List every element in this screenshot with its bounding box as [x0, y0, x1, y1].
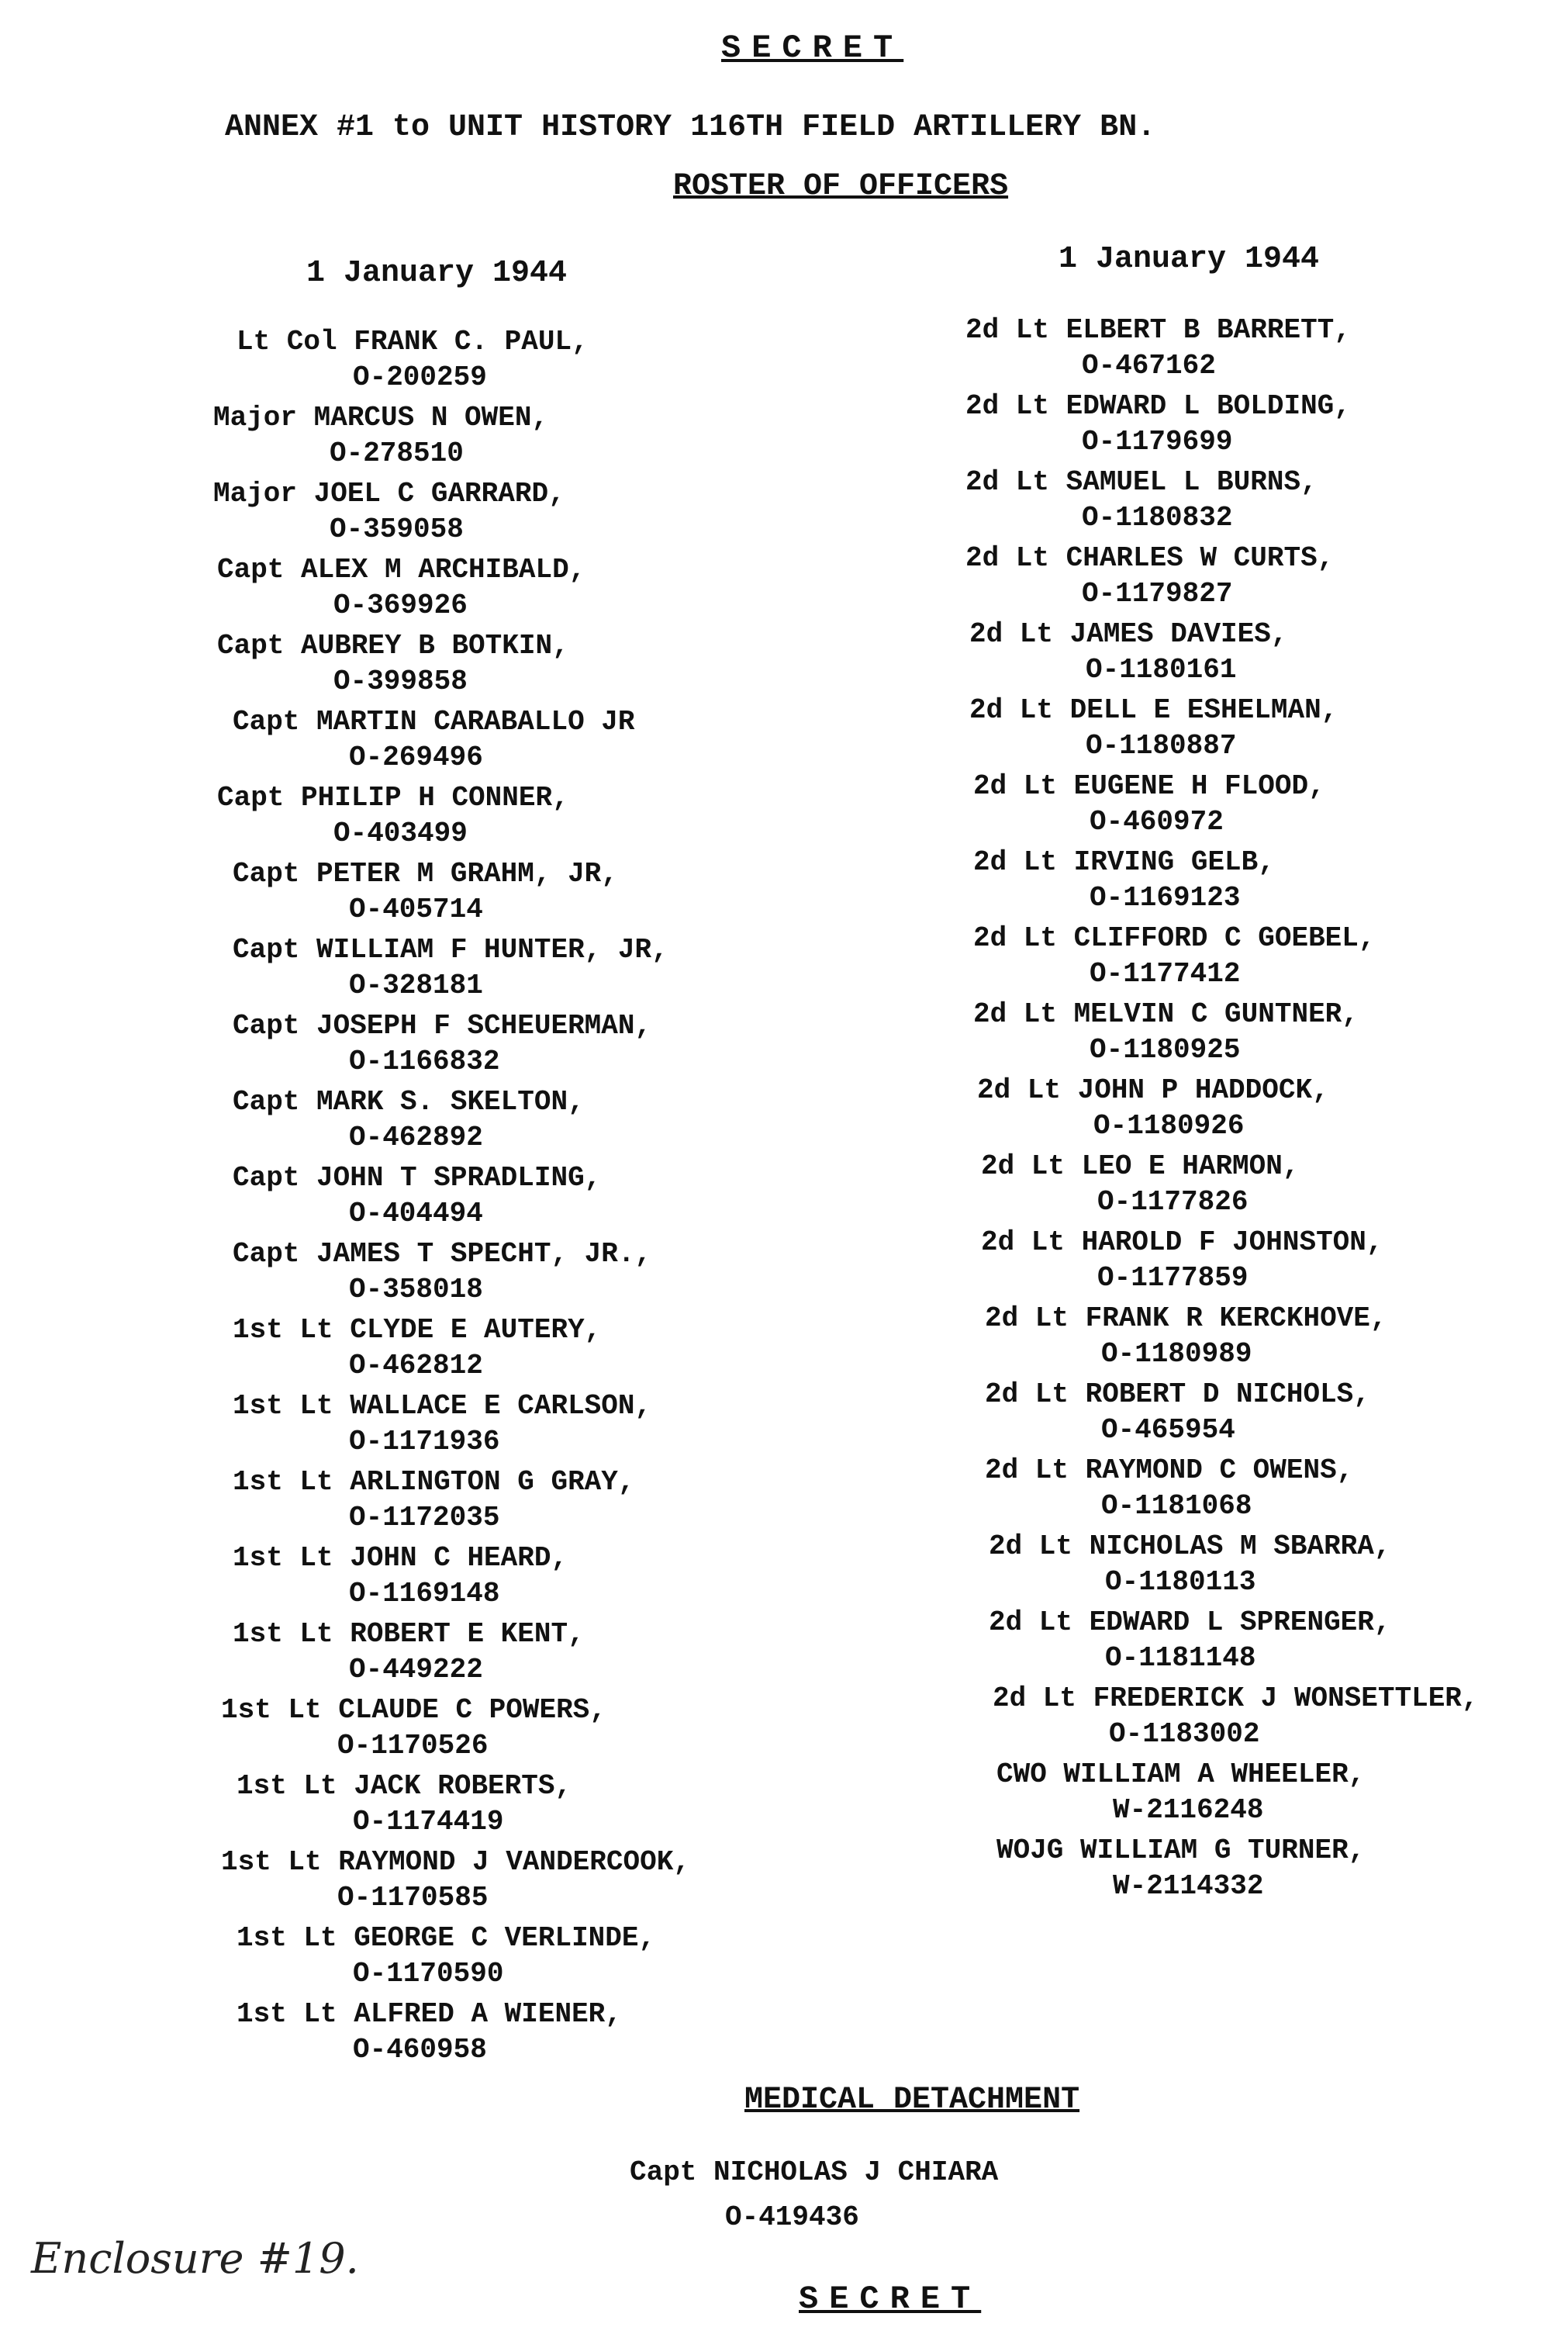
officer-name: 1st Lt ARLINGTON G GRAY,: [233, 1466, 635, 1498]
officer-serial-number: O-1180832: [1082, 502, 1233, 534]
officer-serial-number: O-405714: [349, 894, 483, 925]
right-column-date: 1 January 1944: [1059, 242, 1320, 277]
officer-serial-number: O-460972: [1090, 806, 1224, 838]
officer-name: Capt JOHN T SPRADLING,: [233, 1162, 602, 1194]
officer-name: 1st Lt JOHN C HEARD,: [233, 1542, 568, 1574]
officer-name: 2d Lt EUGENE H FLOOD,: [973, 770, 1325, 802]
officer-serial-number: O-278510: [330, 437, 464, 469]
officer-name: 2d Lt FRANK R KERCKHOVE,: [985, 1302, 1387, 1334]
officer-serial-number: O-359058: [330, 513, 464, 545]
officer-name: 2d Lt CHARLES W CURTS,: [965, 542, 1335, 574]
officer-serial-number: O-1177826: [1097, 1186, 1249, 1218]
officer-serial-number: O-1169123: [1090, 882, 1241, 914]
officer-serial-number: O-1183002: [1109, 1718, 1260, 1750]
officer-serial-number: O-1174419: [353, 1806, 504, 1838]
handwritten-enclosure-note: Enclosure #19.: [31, 2234, 359, 2283]
officer-name: 1st Lt RAYMOND J VANDERCOOK,: [221, 1846, 690, 1878]
officer-name: Capt MARK S. SKELTON,: [233, 1086, 585, 1118]
officer-serial-number: O-1179827: [1082, 578, 1233, 610]
officer-serial-number: O-1177412: [1090, 958, 1241, 990]
officer-name: Capt MARTIN CARABALLO JR: [233, 706, 635, 738]
officer-serial-number: O-1170585: [337, 1882, 489, 1914]
officer-name: 2d Lt JAMES DAVIES,: [969, 618, 1288, 650]
officer-serial-number: W-2114332: [1113, 1870, 1264, 1902]
officer-serial-number: W-2116248: [1113, 1794, 1264, 1826]
officer-serial-number: O-200259: [353, 361, 487, 393]
officer-serial-number: O-1169148: [349, 1578, 500, 1610]
officer-serial-number: O-404494: [349, 1198, 483, 1229]
officer-name: 2d Lt RAYMOND C OWENS,: [985, 1454, 1354, 1486]
officer-name: Capt PHILIP H CONNER,: [217, 782, 569, 814]
officer-name: 1st Lt GEORGE C VERLINDE,: [237, 1922, 656, 1954]
officer-serial-number: O-462812: [349, 1350, 483, 1381]
officer-serial-number: O-1180113: [1105, 1566, 1256, 1598]
officer-serial-number: O-1177859: [1097, 1262, 1249, 1294]
officer-serial-number: O-1166832: [349, 1046, 500, 1077]
document-title: ANNEX #1 to UNIT HISTORY 116TH FIELD ARTILLERY BN.: [225, 110, 1156, 145]
officer-name: 2d Lt EDWARD L SPRENGER,: [989, 1606, 1391, 1638]
officer-name: 2d Lt SAMUEL L BURNS,: [965, 466, 1318, 498]
officer-serial-number: O-462892: [349, 1122, 483, 1153]
officer-serial-number: O-269496: [349, 742, 483, 773]
officer-name: 1st Lt WALLACE E CARLSON,: [233, 1390, 652, 1422]
officer-name: 1st Lt ALFRED A WIENER,: [237, 1998, 622, 2030]
officer-name: 2d Lt LEO E HARMON,: [981, 1150, 1300, 1182]
officer-serial-number: O-1180887: [1086, 730, 1237, 762]
officer-serial-number: O-467162: [1082, 350, 1216, 382]
officer-serial-number: O-1179699: [1082, 426, 1233, 458]
classification-top: SECRET: [721, 29, 904, 67]
officer-serial-number: O-1180989: [1101, 1338, 1252, 1370]
officer-name: 2d Lt ROBERT D NICHOLS,: [985, 1378, 1370, 1410]
officer-name: 1st Lt CLYDE E AUTERY,: [233, 1314, 602, 1346]
officer-serial-number: O-1170590: [353, 1958, 504, 1990]
officer-name: Capt JAMES T SPECHT, JR.,: [233, 1238, 652, 1270]
officer-serial-number: O-1171936: [349, 1426, 500, 1458]
officer-name: Lt Col FRANK C. PAUL,: [237, 326, 589, 358]
officer-name: WOJG WILLIAM G TURNER,: [996, 1834, 1366, 1866]
medical-officer-serial: O-419436: [725, 2201, 859, 2233]
medical-detachment-heading: MEDICAL DETACHMENT: [744, 2083, 1080, 2118]
officer-serial-number: O-460958: [353, 2034, 487, 2066]
officer-name: 2d Lt NICHOLAS M SBARRA,: [989, 1530, 1391, 1562]
officer-name: 1st Lt JACK ROBERTS,: [237, 1770, 572, 1802]
officer-serial-number: O-358018: [349, 1274, 483, 1305]
officer-name: 2d Lt CLIFFORD C GOEBEL,: [973, 922, 1376, 954]
officer-name: Capt AUBREY B BOTKIN,: [217, 630, 569, 662]
officer-serial-number: O-1180925: [1090, 1034, 1241, 1066]
officer-name: Major JOEL C GARRARD,: [213, 478, 565, 510]
officer-name: 2d Lt DELL E ESHELMAN,: [969, 694, 1338, 726]
officer-name: 1st Lt ROBERT E KENT,: [233, 1618, 585, 1650]
officer-name: Major MARCUS N OWEN,: [213, 402, 549, 434]
officer-name: Capt ALEX M ARCHIBALD,: [217, 554, 586, 586]
officer-serial-number: O-449222: [349, 1654, 483, 1686]
officer-serial-number: O-465954: [1101, 1414, 1235, 1446]
officer-name: 2d Lt IRVING GELB,: [973, 846, 1275, 878]
officer-serial-number: O-1181068: [1101, 1490, 1252, 1522]
officer-name: 2d Lt MELVIN C GUNTNER,: [973, 998, 1359, 1030]
officer-serial-number: O-403499: [333, 818, 468, 849]
officer-name: 1st Lt CLAUDE C POWERS,: [221, 1694, 606, 1726]
officer-serial-number: O-1170526: [337, 1730, 489, 1762]
classification-bottom: SECRET: [799, 2280, 982, 2318]
officer-serial-number: O-1172035: [349, 1502, 500, 1534]
officer-name: 2d Lt ELBERT B BARRETT,: [965, 314, 1351, 346]
officer-name: 2d Lt EDWARD L BOLDING,: [965, 390, 1351, 422]
officer-name: 2d Lt HAROLD F JOHNSTON,: [981, 1226, 1383, 1258]
officer-name: CWO WILLIAM A WHEELER,: [996, 1758, 1366, 1790]
officer-serial-number: O-1180926: [1093, 1110, 1245, 1142]
medical-officer-name: Capt NICHOLAS J CHIARA: [630, 2156, 999, 2188]
officer-name: 2d Lt JOHN P HADDOCK,: [977, 1074, 1329, 1106]
officer-name: Capt PETER M GRAHM, JR,: [233, 858, 618, 890]
left-column-date: 1 January 1944: [306, 256, 568, 291]
officer-name: 2d Lt FREDERICK J WONSETTLER,: [993, 1682, 1479, 1714]
officer-serial-number: O-369926: [333, 590, 468, 621]
officer-name: Capt WILLIAM F HUNTER, JR,: [233, 934, 668, 966]
officer-name: Capt JOSEPH F SCHEUERMAN,: [233, 1010, 652, 1042]
officer-serial-number: O-1181148: [1105, 1642, 1256, 1674]
officer-serial-number: O-328181: [349, 970, 483, 1001]
officer-serial-number: O-1180161: [1086, 654, 1237, 686]
roster-heading: ROSTER OF OFFICERS: [673, 169, 1009, 204]
officer-serial-number: O-399858: [333, 666, 468, 697]
